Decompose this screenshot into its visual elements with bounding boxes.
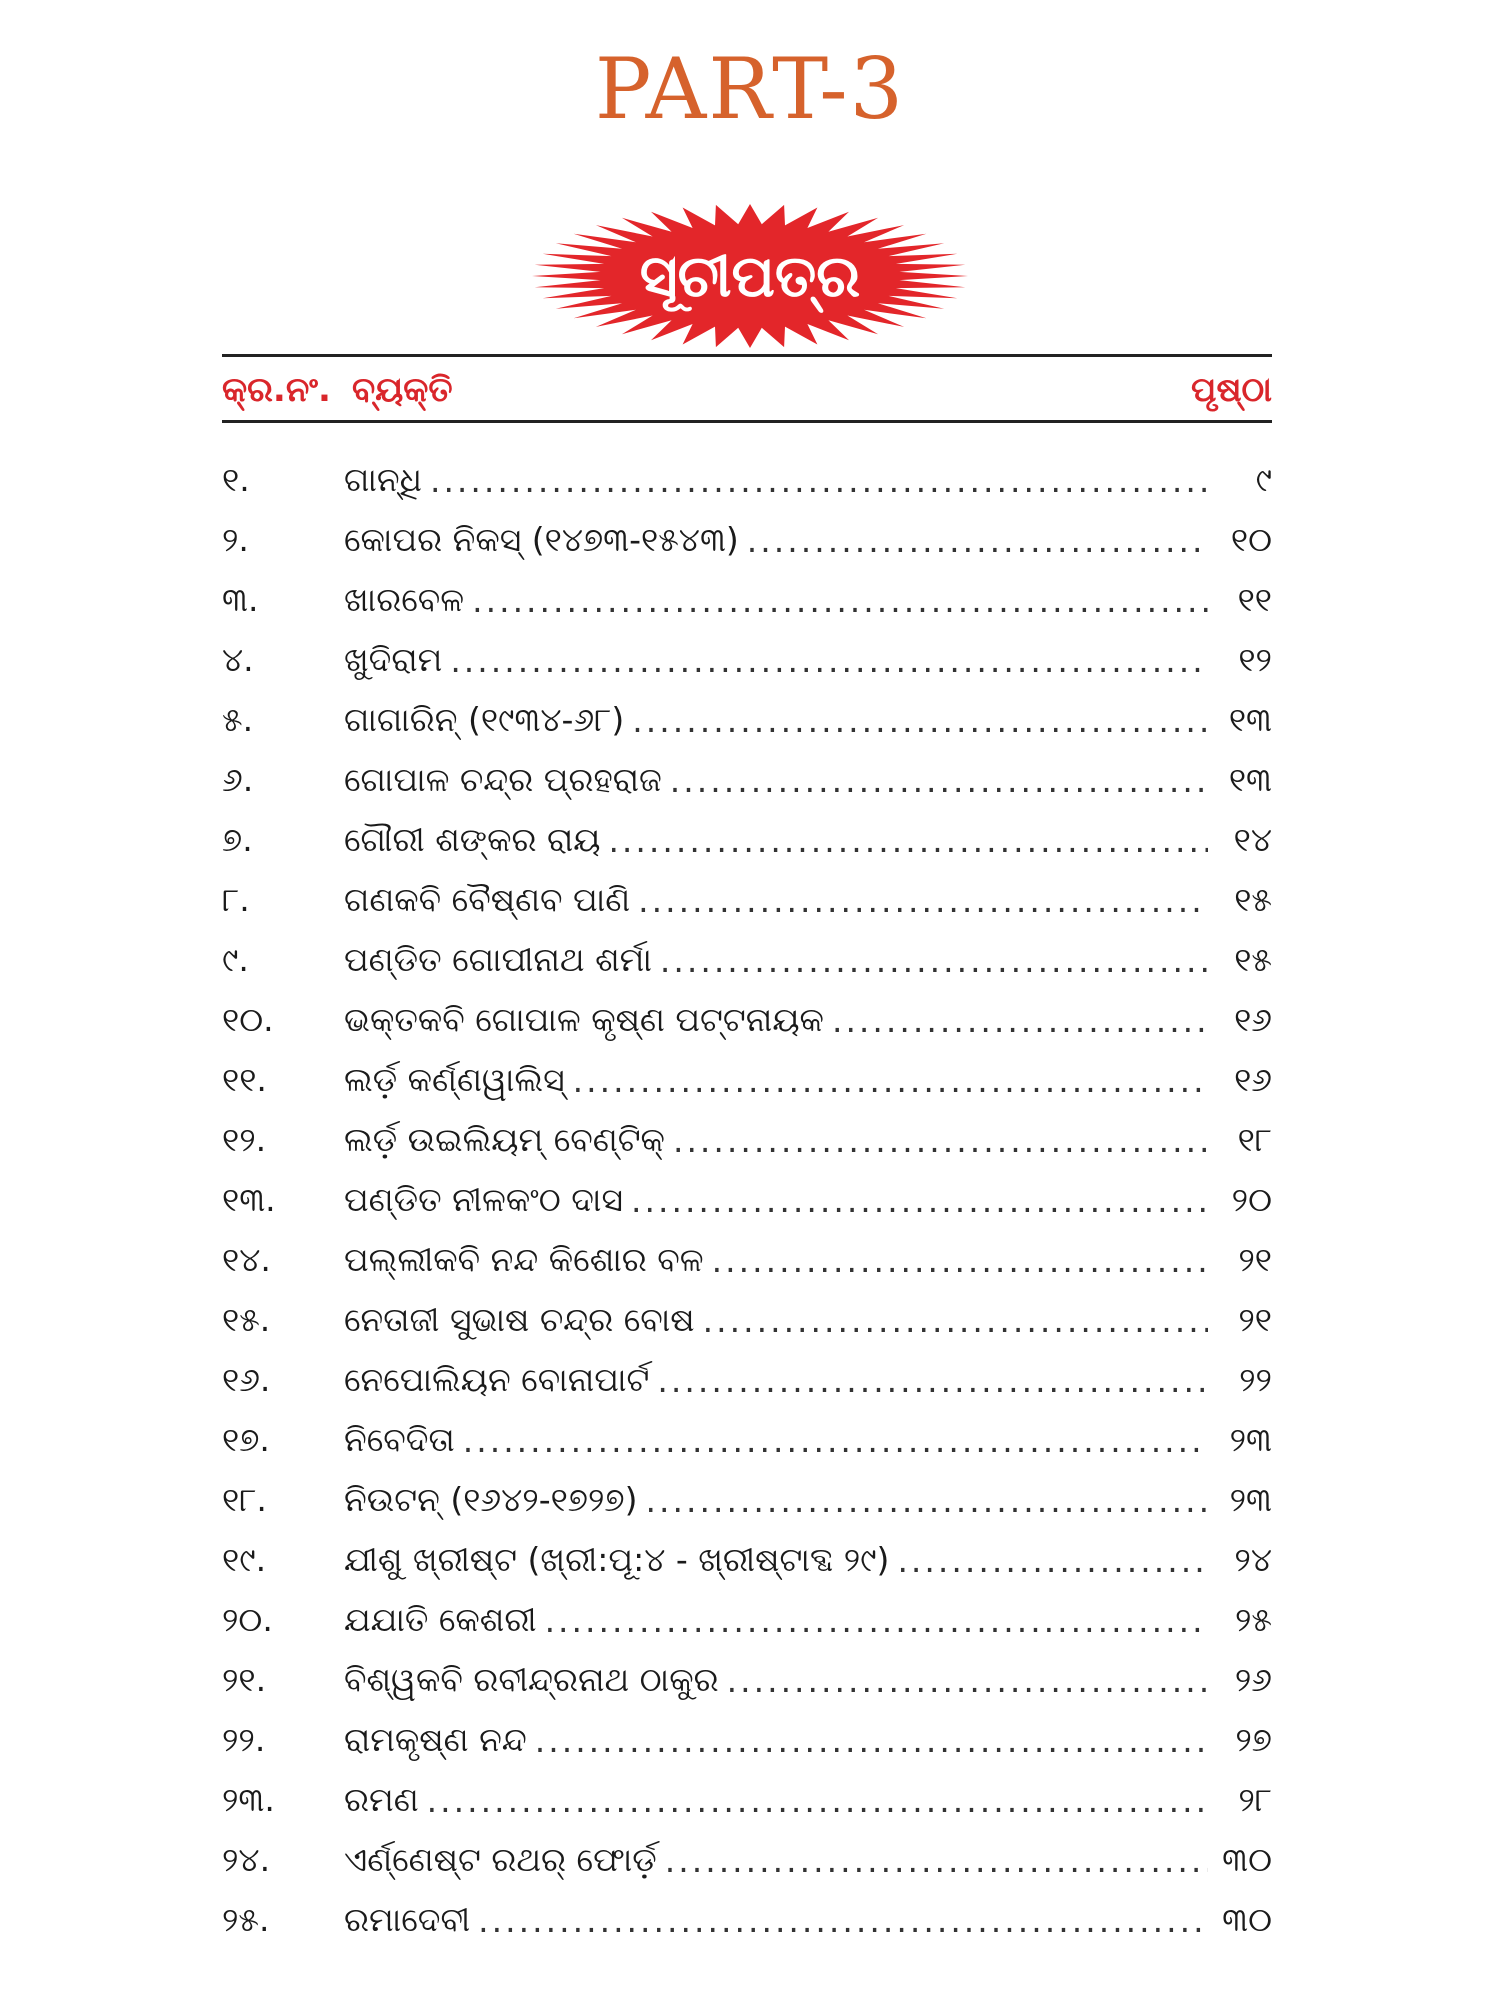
toc-leader-dots: [450, 641, 1208, 680]
toc-row: [222, 930, 1272, 990]
toc-leader-dots: [573, 1061, 1208, 1100]
toc-page: ୨୩: [1229, 1420, 1272, 1459]
toc-name: ପଣ୍ଡିତ ନୀଳକଂଠ ଦାସ: [344, 1180, 623, 1219]
toc-row: [222, 1890, 1272, 1950]
toc-leader-dots: [832, 1001, 1208, 1040]
toc-row: [222, 1350, 1272, 1410]
toc-leader-dots: [712, 1241, 1208, 1280]
toc-name: ବିଶ୍ୱକବି ରବୀନ୍ଦ୍ରନାଥ ଠାକୁର: [344, 1660, 719, 1699]
toc-leader-dots: [632, 701, 1208, 740]
toc-number: ୧୫.: [222, 1300, 271, 1339]
toc-row: [222, 690, 1272, 750]
toc-row: [222, 1650, 1272, 1710]
toc-number: ୨୦.: [222, 1600, 273, 1639]
toc-name: ନେପୋଲିୟନ ବୋନାପାର୍ଟ: [344, 1360, 650, 1399]
toc-name: ରମାଦେବୀ: [344, 1900, 471, 1939]
toc-name: ଲର୍ଡ଼ କର୍ଣ୍ଣୱାଲିସ୍: [344, 1060, 565, 1099]
toc-number: ୨୨.: [222, 1720, 266, 1759]
toc-number: ୨୩.: [222, 1780, 275, 1819]
toc-number: ୧୬.: [222, 1360, 271, 1399]
toc-number: ୬.: [222, 760, 254, 799]
toc-name: ନେତାଜୀ ସୁଭାଷ ଚନ୍ଦ୍ର ବୋଷ: [344, 1300, 695, 1339]
toc-leader-dots: [535, 1721, 1208, 1760]
toc-row: [222, 450, 1272, 510]
toc-leader-dots: [608, 821, 1208, 860]
toc-row: [222, 810, 1272, 870]
toc-page: ୧୬: [1234, 1000, 1272, 1039]
toc-page: ୨୬: [1234, 1660, 1272, 1699]
toc-page: ୨୨: [1239, 1360, 1272, 1399]
toc-page: ୨୪: [1234, 1540, 1272, 1579]
toc-page: ୧୧: [1237, 580, 1272, 619]
toc-page: ୨୦: [1231, 1180, 1272, 1219]
toc-header: [222, 362, 1272, 416]
toc-row: [222, 1170, 1272, 1230]
toc-name: ଯୀଶୁ ଖ୍ରୀଷ୍ଟ (ଖ୍ରୀ:ପୂ:୪ - ଖ୍ରୀଷ୍ଟାବ୍ଦ ୨୯): [344, 1540, 890, 1579]
toc-leader-dots: [897, 1541, 1208, 1580]
toc-name: ଯଯାତି କେଶରୀ: [344, 1600, 537, 1639]
toc-page: ୧୬: [1234, 1060, 1272, 1099]
toc-number: ୨.: [222, 520, 249, 559]
toc-row: [222, 630, 1272, 690]
toc-row: [222, 1470, 1272, 1530]
toc-leader-dots: [747, 521, 1208, 560]
part-title: PART-3: [594, 40, 906, 138]
toc-name: ରମଣ: [344, 1780, 419, 1819]
toc-number: ୪.: [222, 640, 254, 679]
toc-name: ଖାରବେଳ: [344, 580, 465, 619]
toc-number: ୧୯.: [222, 1540, 267, 1579]
toc-leader-dots: [660, 941, 1208, 980]
toc-leader-dots: [646, 1481, 1208, 1520]
toc-number: ୨୫.: [222, 1900, 270, 1939]
toc-number: ୧୧.: [222, 1060, 267, 1099]
toc-page: ୧୮: [1237, 1120, 1272, 1159]
toc-page: ୨୩: [1229, 1480, 1272, 1519]
toc-number: ୩.: [222, 580, 259, 619]
toc-leader-dots: [657, 1361, 1208, 1400]
toc-leader-dots: [463, 1421, 1208, 1460]
toc-leader-dots: [727, 1661, 1208, 1700]
toc-name: ନିବେଦିତା: [344, 1420, 455, 1459]
toc-leader-dots: [545, 1601, 1208, 1640]
toc-leader-dots: [665, 1841, 1208, 1880]
toc-number: ୧୨.: [222, 1120, 267, 1159]
toc-name: ଗଣକବି ବୈଷ୍ଣବ ପାଣି: [344, 880, 631, 919]
toc-page: ୧୩: [1228, 760, 1272, 799]
toc-row: [222, 510, 1272, 570]
toc-name: ଲର୍ଡ଼ ଉଇଲିୟମ୍ ବେଣ୍ଟିକ୍: [344, 1120, 665, 1159]
toc-name: ଗାନ୍ଧି: [344, 460, 422, 499]
toc-page: ୩୦: [1222, 1900, 1272, 1939]
toc-number: ୧୪.: [222, 1240, 271, 1279]
toc-row: [222, 870, 1272, 930]
toc-page: ୧୫: [1234, 940, 1272, 979]
toc-name: ଗୌରୀ ଶଙ୍କର ରାୟ: [344, 820, 601, 859]
toc-page: ୨୭: [1235, 1720, 1272, 1759]
header-top-rule: [222, 354, 1272, 357]
table-of-contents: [222, 450, 1272, 1950]
header-page-label: ପୃଷ୍ଠା: [1191, 370, 1272, 410]
toc-leader-dots: [427, 1781, 1208, 1820]
toc-name: ନିଉଟନ୍ (୧୬୪୨-୧୭୨୭): [344, 1480, 638, 1519]
toc-leader-dots: [673, 1121, 1208, 1160]
toc-row: [222, 1290, 1272, 1350]
toc-name: ଭକ୍ତକବି ଗୋପାଳ କୃଷ୍ଣ ପଟ୍ଟନାୟକ: [344, 1000, 824, 1039]
toc-leader-dots: [472, 581, 1208, 620]
toc-row: [222, 1410, 1272, 1470]
toc-leader-dots: [703, 1301, 1208, 1340]
toc-name: ପଲ୍ଲୀକବି ନନ୍ଦ କିଶୋର ବଳ: [344, 1240, 704, 1279]
toc-number: ୨୧.: [222, 1660, 267, 1699]
toc-name: ଗୋପାଳ ଚନ୍ଦ୍ର ପ୍ରହରାଜ: [344, 760, 662, 799]
toc-row: [222, 1590, 1272, 1650]
toc-leader-dots: [430, 461, 1208, 500]
toc-number: ୭.: [222, 820, 253, 859]
contents-heading: ସୂଚୀପତ୍ର: [639, 242, 861, 310]
toc-number: ୧୭.: [222, 1420, 270, 1459]
toc-number: ୧୩.: [222, 1180, 276, 1219]
toc-page: ୧୨: [1238, 640, 1272, 679]
toc-number: ୧୦.: [222, 1000, 274, 1039]
toc-name: କୋପର ନିକସ୍ (୧୪୭୩-୧୫୪୩): [344, 520, 739, 559]
toc-name: ରାମକୃଷ୍ଣ ନନ୍ଦ: [344, 1720, 527, 1759]
toc-page: ୨୧: [1238, 1300, 1272, 1339]
toc-row: [222, 1230, 1272, 1290]
toc-row: [222, 990, 1272, 1050]
toc-number: ୨୪.: [222, 1840, 271, 1879]
toc-page: ୨୫: [1234, 1600, 1272, 1639]
toc-leader-dots: [670, 761, 1208, 800]
toc-number: ୫.: [222, 700, 254, 739]
header-number-label: କ୍ର.ନଂ.: [222, 370, 331, 410]
contents-badge: [530, 202, 970, 350]
toc-name: ପଣ୍ଡିତ ଗୋପୀନାଥ ଶର୍ମା: [344, 940, 652, 979]
toc-page: ୧୫: [1234, 880, 1272, 919]
toc-leader-dots: [478, 1901, 1208, 1940]
toc-row: [222, 1110, 1272, 1170]
toc-name: ଗାଗାରିନ୍ (୧୯୩୪-୬୮): [344, 700, 625, 739]
toc-page: ୧୪: [1233, 820, 1272, 859]
toc-row: [222, 1710, 1272, 1770]
toc-leader-dots: [638, 881, 1208, 920]
toc-row: [222, 570, 1272, 630]
toc-number: ୧୮.: [222, 1480, 267, 1519]
toc-page: ୯: [1255, 460, 1272, 499]
toc-leader-dots: [631, 1181, 1208, 1220]
toc-row: [222, 1770, 1272, 1830]
toc-number: ୯.: [222, 940, 249, 979]
toc-page: ୧୩: [1228, 700, 1272, 739]
toc-name: ଖୁଦିରାମ: [344, 640, 443, 679]
toc-number: ୮.: [222, 880, 250, 919]
toc-page: ୨୮: [1238, 1780, 1272, 1819]
toc-row: [222, 1830, 1272, 1890]
header-person-label: ବ୍ୟକ୍ତି: [352, 370, 453, 410]
toc-page: ୧୦: [1230, 520, 1272, 559]
toc-page: ୩୦: [1222, 1840, 1272, 1879]
toc-row: [222, 1530, 1272, 1590]
header-bottom-rule: [222, 420, 1272, 423]
toc-name: ଏର୍ଣ୍ଣେଷ୍ଟ ରଥର୍ ଫୋର୍ଡ଼: [344, 1840, 657, 1879]
toc-row: [222, 750, 1272, 810]
toc-row: [222, 1050, 1272, 1110]
toc-number: ୧.: [222, 460, 250, 499]
toc-page: ୨୧: [1238, 1240, 1272, 1279]
